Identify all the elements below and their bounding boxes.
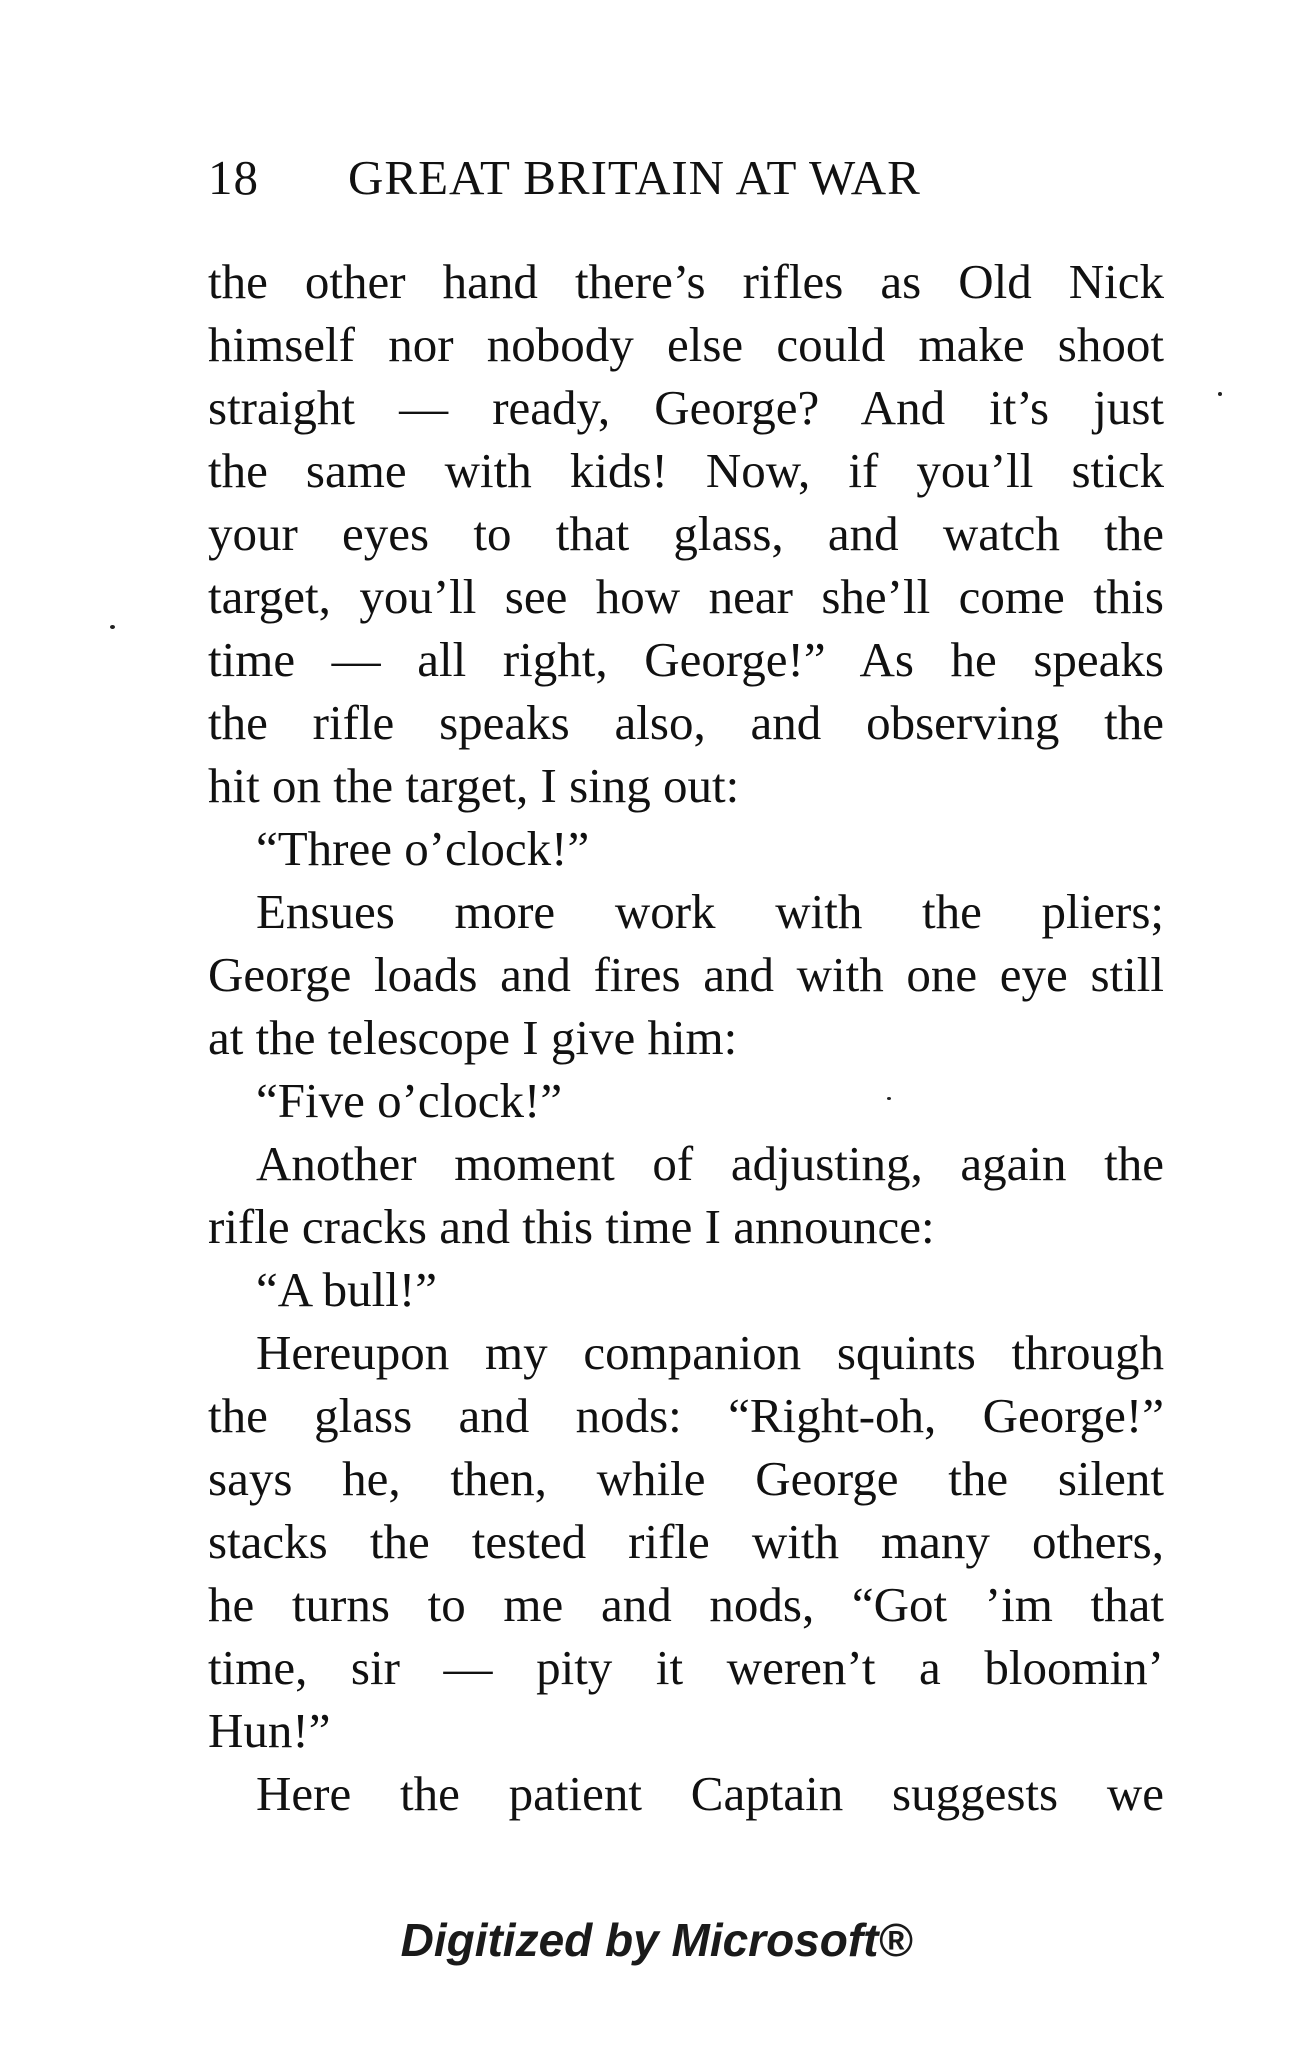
text-line: at the telescope I give him:	[208, 1010, 738, 1065]
text-line: Ensues more work with the pliers;	[256, 884, 1164, 939]
text-line: hit on the target, I sing out:	[208, 758, 740, 813]
text-line: stacks the tested rifle with many others,	[208, 1514, 1164, 1569]
text-line: “Five o’clock!”	[256, 1073, 563, 1128]
running-head	[208, 148, 1068, 208]
text-line: the other hand there’s rifles as Old Nick	[208, 254, 1164, 309]
text-line: Hun!”	[208, 1703, 331, 1758]
text-line: the glass and nods: “Right-oh, George!”	[208, 1388, 1164, 1443]
watermark: Digitized by Microsoft®	[400, 1914, 913, 1966]
scan-speck	[1218, 392, 1222, 396]
text-line: target, you’ll see how near she’ll come this	[208, 569, 1164, 624]
text-line: the same with kids! Now, if you’ll stick	[208, 443, 1164, 498]
text-line: “A bull!”	[256, 1262, 437, 1317]
text-line: time — all right, George!” As he speaks	[208, 632, 1164, 687]
text-line: the rifle speaks also, and observing the	[208, 695, 1164, 750]
text-line: says he, then, while George the silent	[208, 1451, 1164, 1506]
text-line: Another moment of adjusting, again the	[256, 1136, 1164, 1191]
text-line: himself nor nobody else could make shoot	[208, 317, 1164, 372]
scan-speck	[887, 1097, 891, 1100]
text-line: Here the patient Captain suggests we	[256, 1766, 1164, 1821]
scan-speck	[110, 625, 115, 629]
text-line: straight — ready, George? And it’s just	[208, 380, 1164, 435]
text-line: rifle cracks and this time I announce:	[208, 1199, 935, 1254]
body-text	[208, 250, 1164, 1825]
text-line: “Three o’clock!”	[256, 821, 590, 876]
running-title: GREAT BRITAIN AT WAR	[348, 150, 921, 205]
page-number: 18	[208, 150, 259, 205]
text-line: he turns to me and nods, “Got ’im that	[208, 1577, 1164, 1632]
text-line: time, sir — pity it weren’t a bloomin’	[208, 1640, 1164, 1695]
text-line: Hereupon my companion squints through	[256, 1325, 1164, 1380]
text-line: George loads and fires and with one eye still	[208, 947, 1164, 1002]
text-line: your eyes to that glass, and watch the	[208, 506, 1164, 561]
